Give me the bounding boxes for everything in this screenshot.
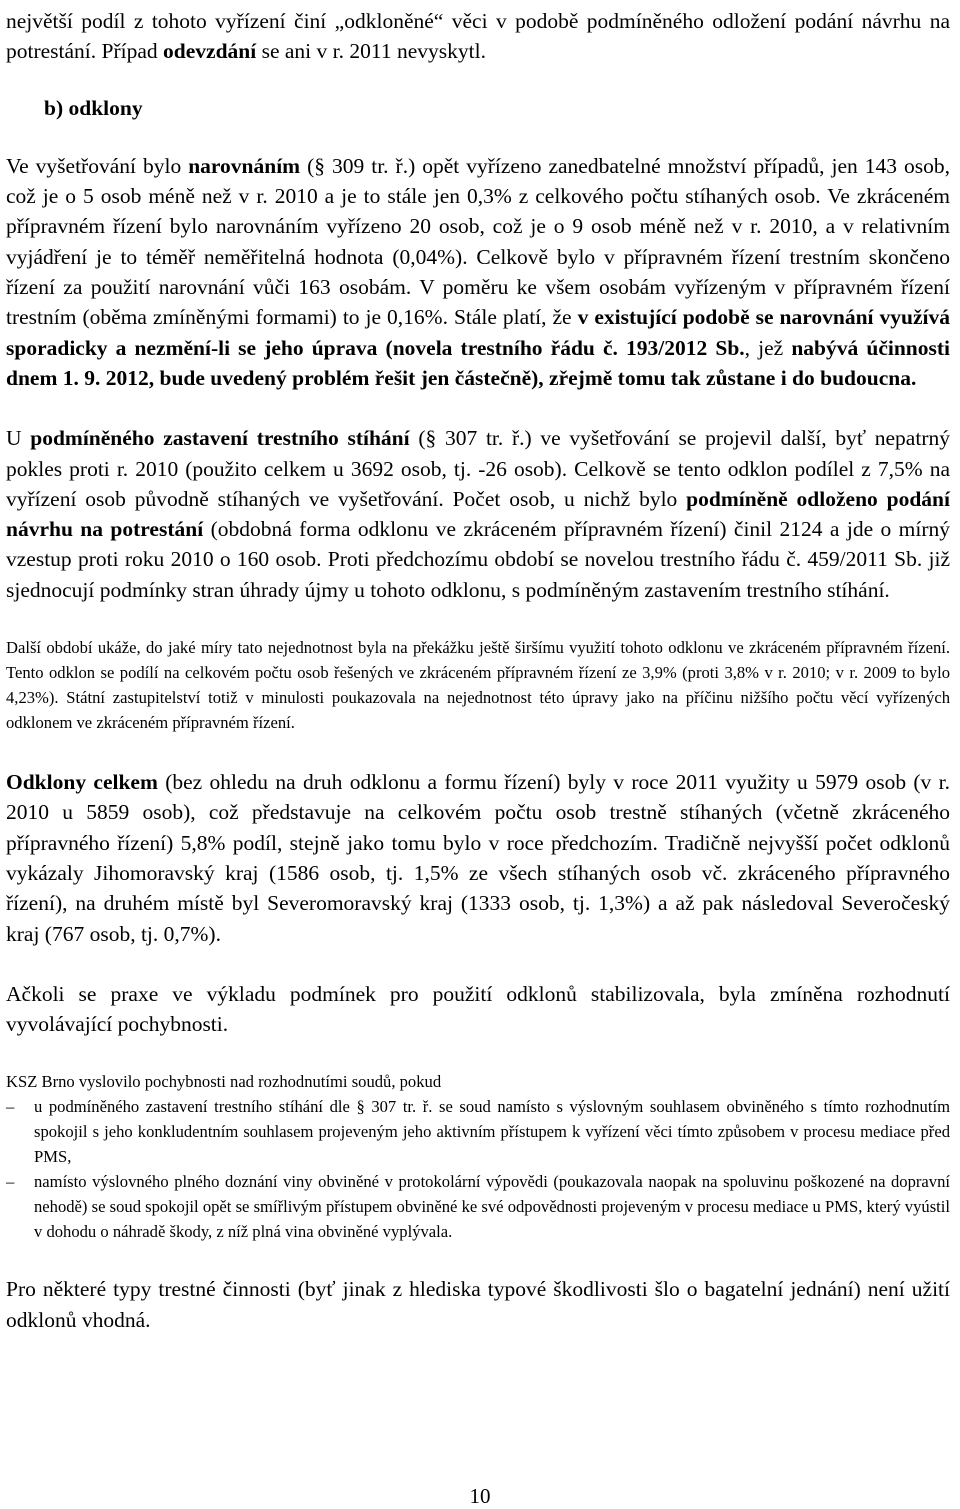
section-heading: b) odklony <box>44 95 143 120</box>
paragraph-small-note: Další období ukáže, do jaké míry tato nejednotnost byla na překážku ještě širšímu využití tohoto odklonu ve zkráceném přípravném řízení. Tento odklon se podílí na celkovém počtu osob řešených ve zkráceném přípravném řízení ze 3,9% (proti 3,8% v r. 2010; v r. 2009 to bylo 4,23%). Státní zastupitelství totiž v minulosti poukazovala na nejednotnost této úpravy jako na příčinu nižšího počtu věcí vyřízených odklonem ve zkráceném přípravném řízení. <box>6 638 950 733</box>
paragraph-zastaveni <box>6 423 950 605</box>
dash-bullet: – <box>6 1172 15 1192</box>
bold-phrase: nabývá účinnosti dnem 1. 9. 2012, bude uvedený problém řešit jen částečně), zřejmě tomu tak zůstane i do budoucna. <box>6 335 950 390</box>
paragraph-pochybnosti: Ačkoli se praxe ve výkladu podmínek pro použití odklonů stabilizovala, byla zmíněna rozhodnutí vyvolávající pochybnosti. <box>6 981 950 1037</box>
text-run: (§ 307 tr. ř.) ve vyšetřování se projevil další, byť nepatrný pokles proti r. 2010 (použito celkem u 3692 osob, tj. -26 osob). Celkově se tento odklon podílel z 7,5% na vyřízení osob původně stíhaných ve vyšetřování. Počet osob, u nichž bylo <box>6 426 950 511</box>
list-item <box>6 1094 950 1169</box>
paragraph-bagatelni: Pro některé typy trestné činnosti (byť jinak z hlediska typové škodlivosti šlo o bagatelní jednání) není užití odklonů vhodná. <box>6 1277 950 1332</box>
paragraph-ksz-intro: KSZ Brno vyslovilo pochybnosti nad rozhodnutími soudů, pokud <box>6 1072 442 1092</box>
text-run: Ve vyšetřování bylo <box>6 153 189 178</box>
list-item <box>6 1169 950 1244</box>
text-run: největší podíl z tohoto vyřízení činí „odkloněné“ věci v podobě podmíněného odložení podání návrhu na potrestání. Případ <box>6 9 950 64</box>
bold-term: podmíněného zastavení trestního stíhání <box>30 426 410 451</box>
text-run: (bez ohledu na druh odklonu a formu řízení) byly v roce 2011 využity u 5979 osob (v r. 2010 u 5859 osob), což představuje na celkovém počtu osob trestně stíhaných (včetně zkráceného přípravného řízení) 5,8% podíl, stejně jako tomu bylo v roce předchozím. Tradičně nejvyšší počet odklonů vykázaly Jihomoravský kraj (1586 osob, tj. 1,5% ze všech stíhaných osob vč. zkráceného přípravného řízení), na druhém místě byl Severomoravský kraj (1333 osob, tj. 1,3%) a až pak následoval Severočeský kraj (767 osob, tj. 0,7%). <box>6 770 950 946</box>
text-run: (§ 309 tr. ř.) opět vyřízeno zanedbatelné množství případů, jen 143 osob, což je o 5 osob méně než v r. 2010 a je to stále jen 0,3% z celkového počtu stíhaných osob. Ve zkráceném přípravném řízení bylo narovnáním vyřízeno 20 osob, což je o 9 osob méně než v r. 2010, a v relativním vyjádření je to téměř neměřitelná hodnota (0,04%). Celkově bylo v přípravném řízení trestním skončeno řízení za použití narovnání vůči 163 osobám. V poměru ke všem osobám vyřízeným v přípravném řízení trestním (oběma zmíněnými formami) to je 0,16%. Stále platí, že <box>6 153 950 330</box>
list-item-text: namísto výslovného plného doznání viny obviněné v protokolární výpovědi (poukazovala naopak na spoluvinu poškozené na dopravní nehodě) se soud spokojil opět se smířlivým přístupem obviněné ke své odpovědnosti projeveným v procesu mediace u PMS, který vyústil v dohodu o náhradě škody, z níž plná vina obviněné vyplývala. <box>34 1172 950 1242</box>
text-run: (obdobná forma odklonu ve zkráceném přípravném řízení) činil 2124 a jde o mírný vzestup proti roku 2010 o 160 osob. Proti předchozímu období se novelou trestního řádu č. 459/2011 Sb. již sjednocují podmínky stran úhrady újmy u tohoto odklonu, s podmíněným zastavením trestního stíhání. <box>6 517 950 602</box>
bold-term: Odklony celkem <box>6 770 158 795</box>
paragraph-narovnani <box>6 151 950 393</box>
paragraph-intro <box>6 6 950 67</box>
bold-phrase: v existující podobě se narovnání využívá sporadicky a nezmění-li se jeho úprava (novela trestního řádu č. 193/2012 Sb. <box>6 305 950 360</box>
list-item-text: u podmíněného zastavení trestního stíhání dle § 307 tr. ř. se soud namísto s výslovným souhlasem obviněného s tímto rozhodnutím spokojil s jeho konkludentním souhlasem projeveným jeho aktivním přístupem k vyřízení věci tímto způsobem v procesu mediace před PMS, <box>34 1097 950 1167</box>
bold-term: narovnáním <box>188 153 301 178</box>
text-run: , jež <box>744 335 792 360</box>
bold-term: odevzdání <box>163 39 257 64</box>
text-run: U <box>6 426 31 451</box>
paragraph-odklony-celkem <box>6 767 950 949</box>
text-run: se ani v r. 2011 nevyskytl. <box>256 39 486 64</box>
bold-term: podmíněně odloženo podání návrhu na potrestání <box>6 486 950 542</box>
page-number: 10 <box>469 1484 491 1508</box>
dash-bullet: – <box>6 1097 15 1117</box>
dash-list <box>6 1094 950 1244</box>
